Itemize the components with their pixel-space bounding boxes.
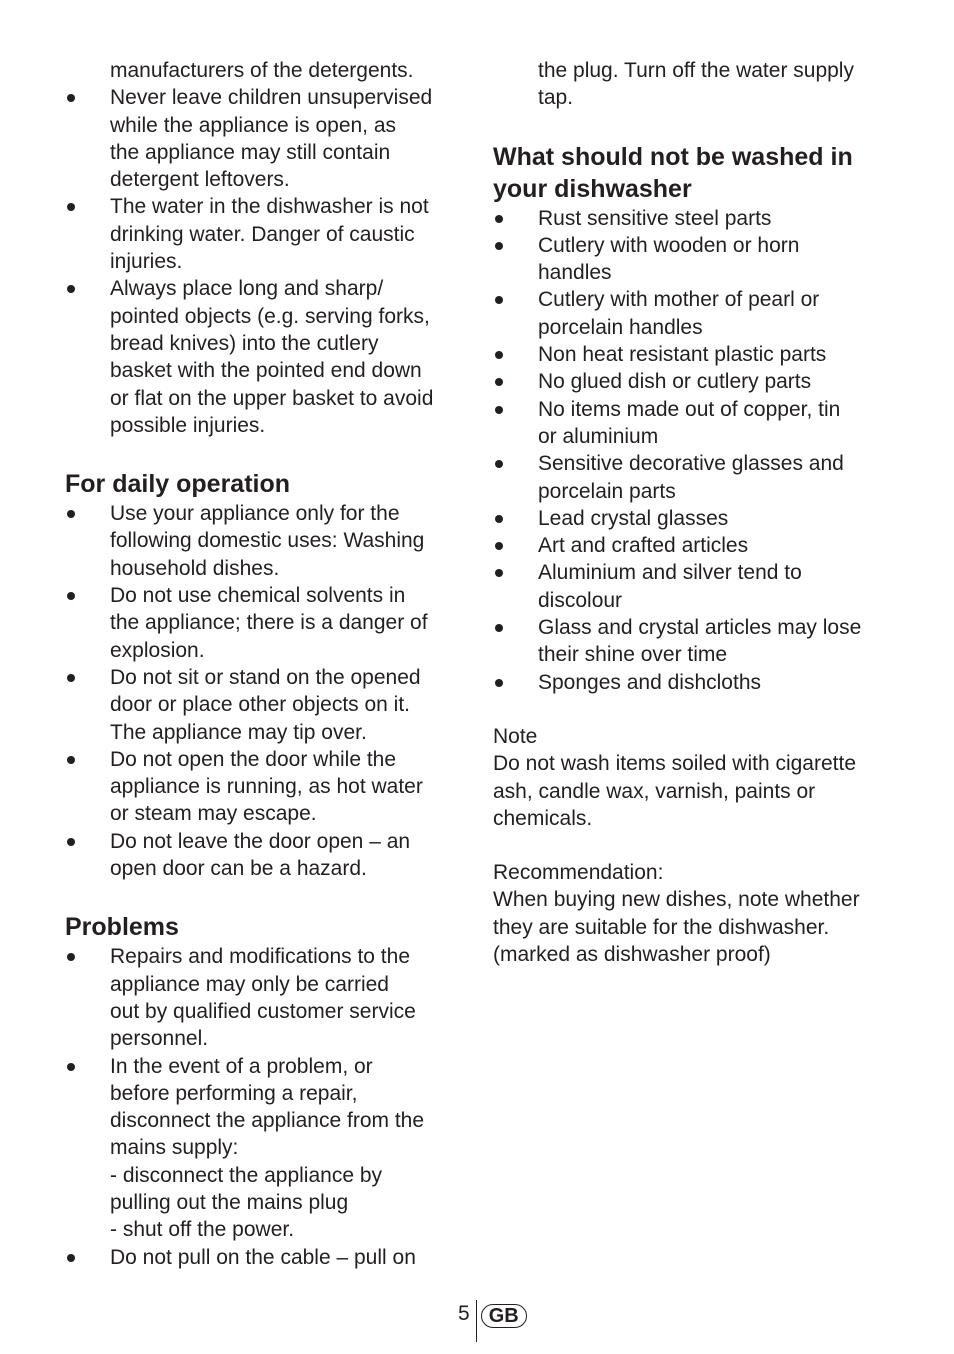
section-heading-not-washed [493, 141, 903, 205]
bullet-icon [495, 679, 503, 687]
daily-operation-list [65, 500, 465, 882]
list-item [493, 341, 903, 368]
list-item [65, 943, 465, 1052]
text-line: mains supply: [110, 1136, 239, 1160]
bullet-icon [67, 838, 75, 846]
bullet-icon [67, 510, 75, 518]
list-item [65, 582, 465, 664]
text-line: chemicals. [493, 806, 593, 830]
footer-divider [476, 1300, 477, 1342]
not-washed-list [493, 205, 903, 696]
text-line: handles [538, 261, 612, 285]
text-line: No items made out of copper, tin [538, 397, 841, 421]
list-item [65, 1053, 465, 1244]
text-line: Do not use chemical solvents in [110, 584, 406, 608]
bullet-icon [495, 406, 503, 414]
bullet-icon [67, 1254, 75, 1262]
text-line: drinking water. Danger of caustic [110, 222, 415, 246]
text-line: - shut off the power. [110, 1218, 295, 1242]
bullet-icon [495, 296, 503, 304]
text-line: personnel. [110, 1027, 209, 1051]
text-line: the appliance; there is a danger of [110, 611, 428, 635]
text-line: Repairs and modifications to the [110, 945, 410, 969]
list-item [493, 450, 903, 505]
bullet-icon [495, 215, 503, 223]
text-line: Sponges and dishcloths [538, 670, 761, 694]
text-line: open door can be a hazard. [110, 857, 367, 881]
list-item [65, 1244, 465, 1271]
text-line: porcelain parts [538, 479, 676, 503]
list-item [493, 532, 903, 559]
list-item [493, 559, 903, 614]
bullet-icon [495, 378, 503, 386]
text-line: Do not wash items soiled with cigarette [493, 752, 856, 776]
list-item [493, 669, 903, 696]
bullet-icon [67, 953, 75, 961]
text-line: basket with the pointed end down [110, 359, 422, 383]
text-line: Never leave children unsupervised [110, 86, 433, 110]
text-line: Cutlery with wooden or horn [538, 233, 800, 257]
text-line: appliance may only be carried [110, 972, 389, 996]
text-line: The appliance may tip over. [110, 720, 367, 744]
text-line: Lead crystal glasses [538, 506, 729, 530]
bullet-icon [495, 624, 503, 632]
text-line: tap. [538, 86, 574, 110]
bullet-icon [495, 460, 503, 468]
text-line: Do not sit or stand on the opened [110, 665, 421, 689]
text-line: disconnect the appliance from the [110, 1109, 425, 1133]
page-footer [458, 1300, 527, 1340]
list-item [65, 275, 465, 439]
text-line: injuries. [110, 250, 183, 274]
text-line: their shine over time [538, 643, 728, 667]
text-line: Cutlery with mother of pearl or [538, 288, 820, 312]
left-column [65, 57, 465, 1271]
note-label: Note [493, 724, 538, 748]
recommendation-label: Recommendation: [493, 861, 664, 885]
text-line: while the appliance is open, as [110, 113, 397, 137]
text-line: or aluminium [538, 424, 659, 448]
list-item [65, 746, 465, 828]
text-line: (marked as dishwasher proof) [493, 943, 771, 967]
text-line: Glass and crystal articles may lose [538, 616, 862, 640]
bullet-icon [67, 756, 75, 764]
text-line: door or place other objects on it. [110, 693, 411, 717]
bullet-icon [495, 515, 503, 523]
text-line: out by qualified customer service [110, 999, 416, 1023]
text-line: they are suitable for the dishwasher. [493, 915, 830, 939]
heading-line: your dishwasher [493, 174, 692, 203]
text-line: Do not open the door while the [110, 747, 397, 771]
text-line: or flat on the upper basket to avoid [110, 386, 434, 410]
text-line: possible injuries. [110, 413, 266, 437]
text-line: - disconnect the appliance by [110, 1163, 383, 1187]
text-line: Use your appliance only for the [110, 502, 400, 526]
language-badge: GB [481, 1304, 527, 1328]
text-line: pointed objects (e.g. serving forks, [110, 304, 430, 328]
bullet-icon [495, 542, 503, 550]
bullet-icon [67, 94, 75, 102]
text-line: discolour [538, 588, 623, 612]
section-heading-daily-operation: For daily operation [65, 470, 291, 499]
text-line: manufacturers of the detergents. [110, 59, 414, 82]
text-line: the plug. Turn off the water supply [538, 59, 854, 82]
text-line: Rust sensitive steel parts [538, 206, 772, 230]
text-line: Non heat resistant plastic parts [538, 343, 827, 367]
list-item [493, 205, 903, 232]
bullet-icon [67, 285, 75, 293]
recommendation-block [493, 859, 903, 968]
text-line: detergent leftovers. [110, 168, 290, 192]
list-item [65, 193, 465, 275]
text-line: Sensitive decorative glasses and [538, 452, 844, 476]
text-line: porcelain handles [538, 315, 703, 339]
bullet-icon [67, 674, 75, 682]
text-line: No glued dish or cutlery parts [538, 370, 812, 394]
page-number: 5 [458, 1302, 470, 1325]
text-line: ash, candle wax, varnish, paints or [493, 779, 816, 803]
problems-list [65, 943, 465, 1271]
section-heading-problems: Problems [65, 913, 179, 942]
bullet-icon [495, 242, 503, 250]
bullet-icon [67, 1063, 75, 1071]
text-line: When buying new dishes, note whether [493, 888, 860, 912]
list-item [493, 232, 903, 287]
text-line: Aluminium and silver tend to [538, 561, 802, 585]
list-item [65, 500, 465, 582]
text-line: Do not leave the door open – an [110, 829, 411, 853]
intro-list [65, 84, 465, 439]
text-line: before performing a repair, [110, 1081, 358, 1105]
bullet-icon [495, 351, 503, 359]
list-item [65, 828, 465, 883]
list-item [65, 664, 465, 746]
bullet-icon [67, 203, 75, 211]
text-line: appliance is running, as hot water [110, 775, 423, 799]
text-line: or steam may escape. [110, 802, 317, 826]
list-item [493, 286, 903, 341]
text-line: explosion. [110, 638, 205, 662]
heading-line: What should not be washed in [493, 142, 853, 171]
text-line: household dishes. [110, 556, 280, 580]
list-item [493, 614, 903, 669]
text-line: Do not pull on the cable – pull on [110, 1245, 416, 1269]
list-item [493, 505, 903, 532]
text-line: the appliance may still contain [110, 140, 391, 164]
text-line: The water in the dishwasher is not [110, 195, 429, 219]
note-block [493, 723, 903, 832]
list-item [493, 396, 903, 451]
text-line: Always place long and sharp/ [110, 277, 384, 301]
list-item [493, 368, 903, 395]
intro-continuation [65, 57, 465, 84]
list-item [65, 84, 465, 193]
text-line: In the event of a problem, or [110, 1054, 373, 1078]
text-line: following domestic uses: Washing [110, 529, 425, 553]
plug-continuation [493, 57, 903, 112]
text-line: Art and crafted articles [538, 534, 749, 558]
bullet-icon [495, 569, 503, 577]
text-line: pulling out the mains plug [110, 1190, 349, 1214]
bullet-icon [67, 592, 75, 600]
text-line: bread knives) into the cutlery [110, 331, 379, 355]
right-column [493, 57, 903, 968]
